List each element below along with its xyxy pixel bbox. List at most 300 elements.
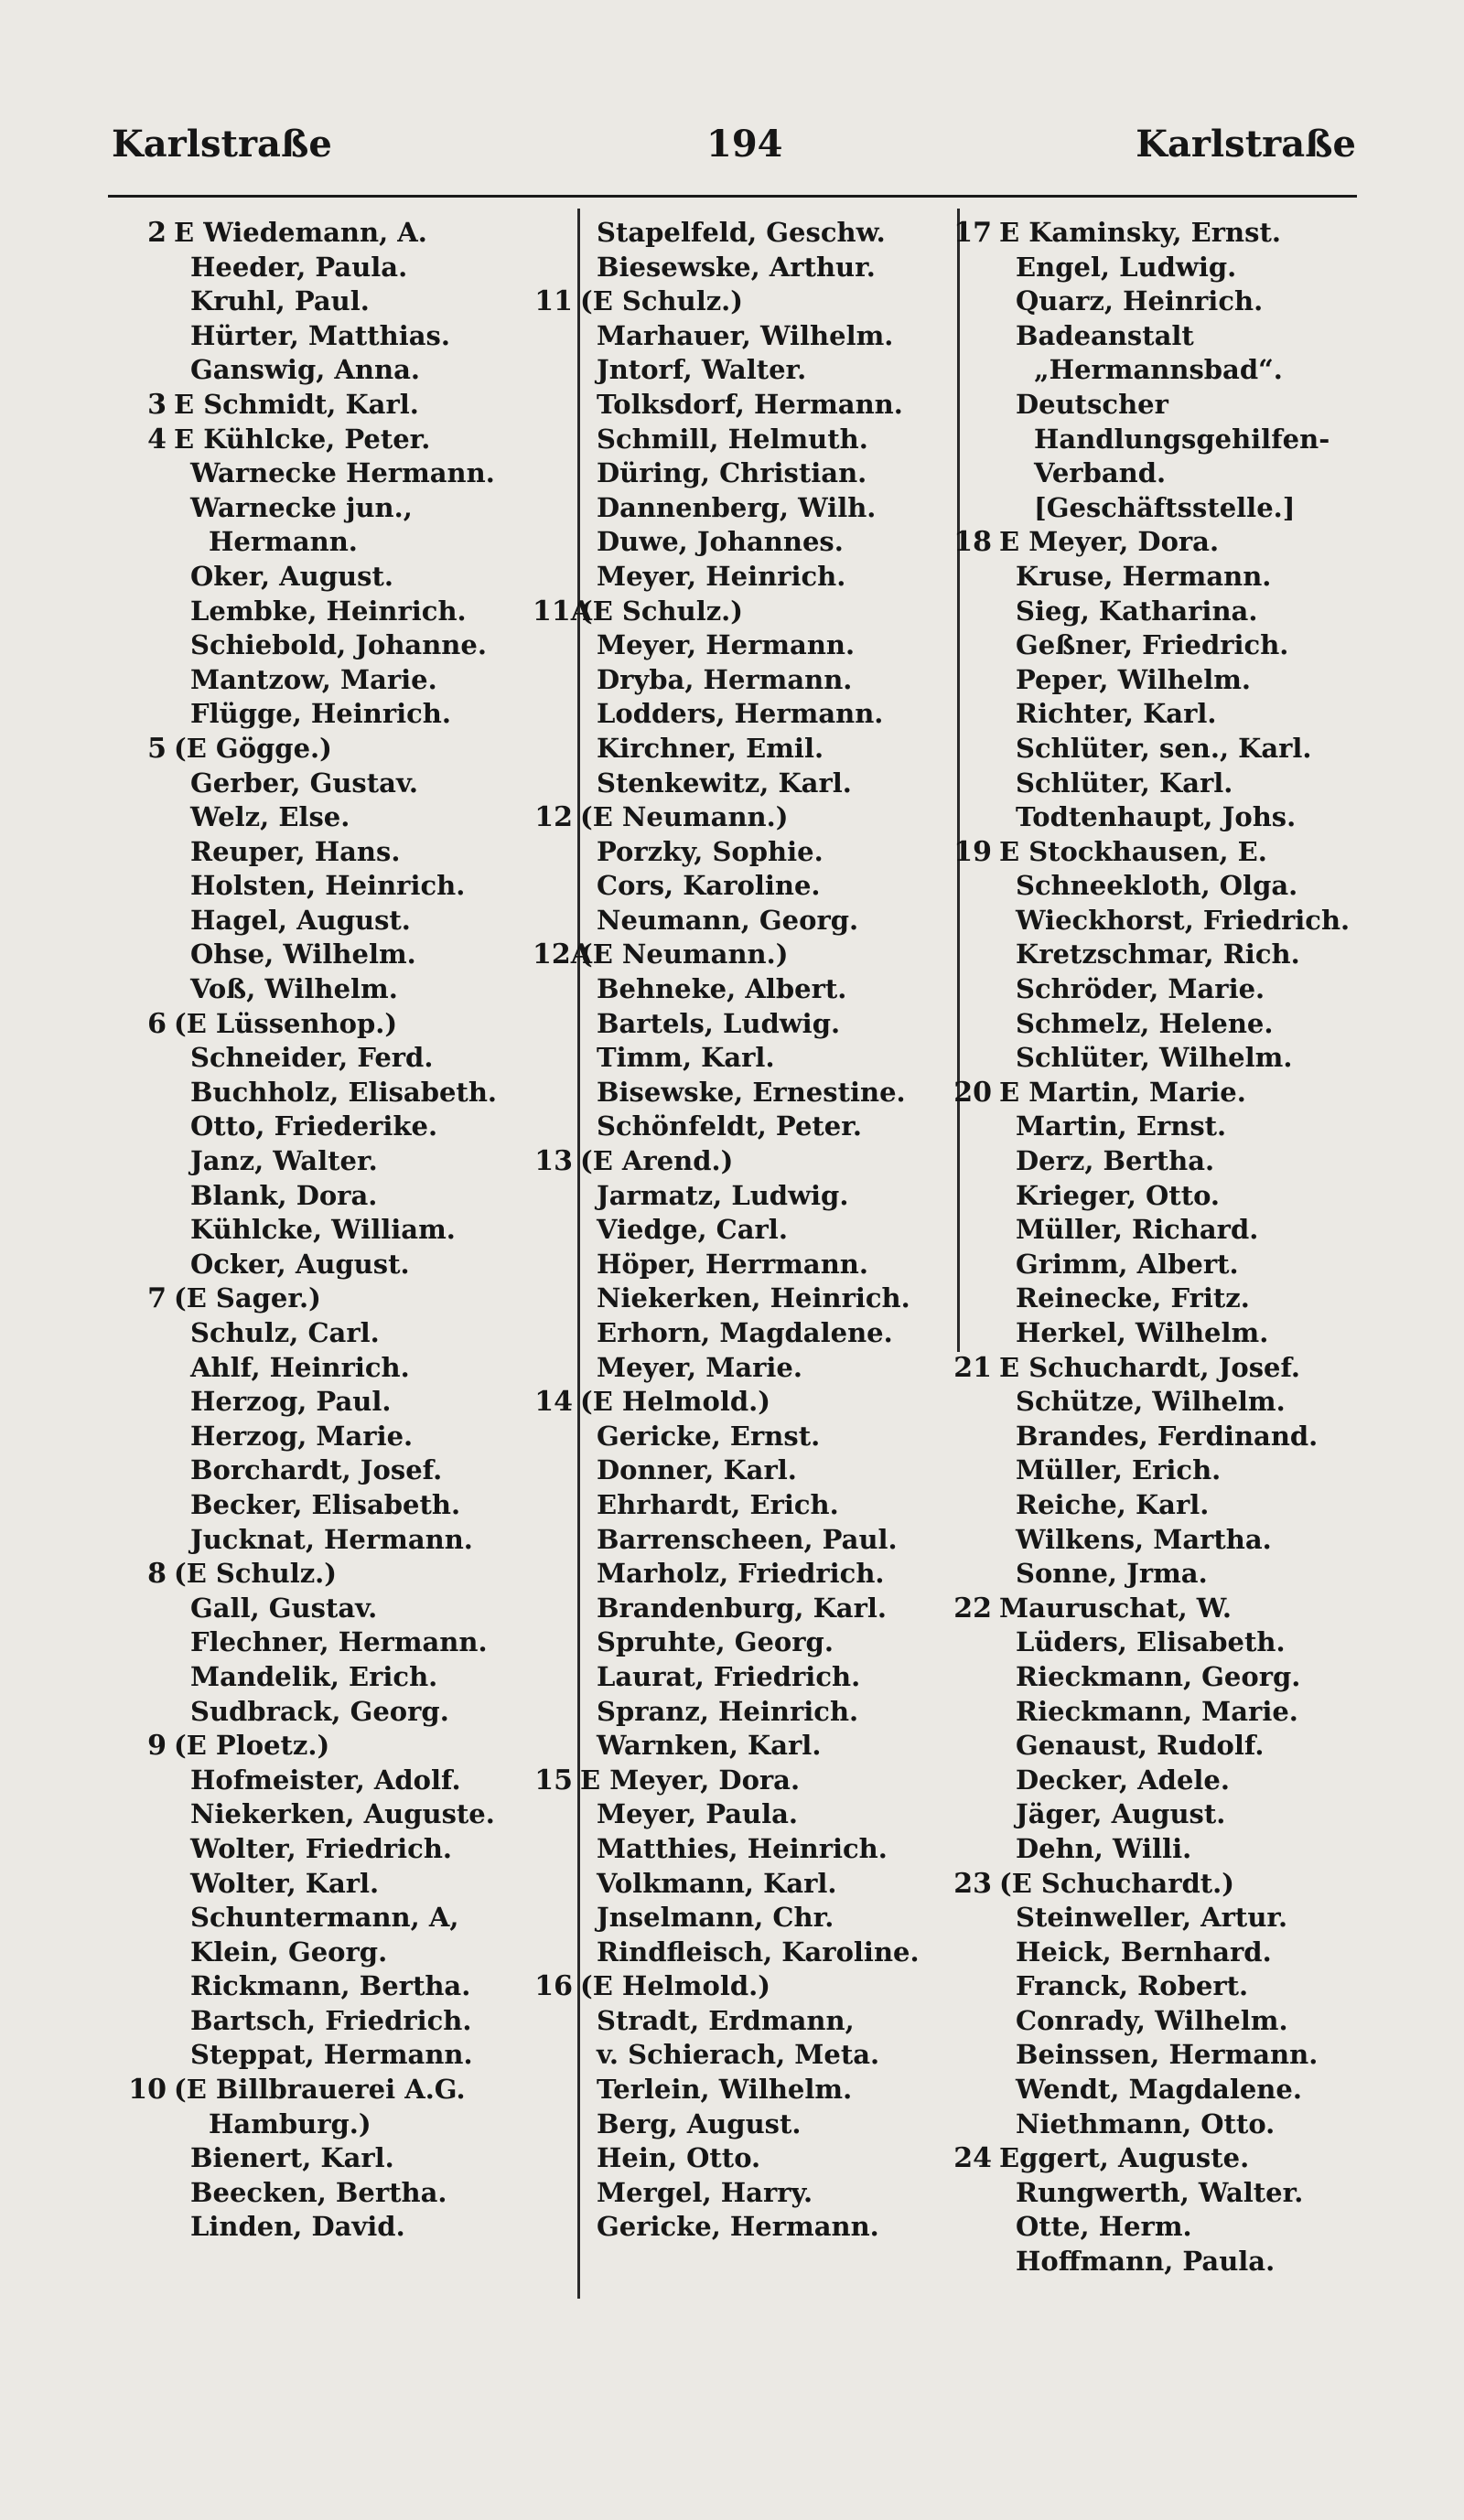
resident-name: Niekerken, Heinrich. xyxy=(597,1282,910,1314)
resident-name: Ehrhardt, Erich. xyxy=(597,1488,839,1520)
house-entry xyxy=(126,1281,565,1316)
resident-name: Schiebold, Johanne. xyxy=(190,629,487,661)
resident-name: Warnken, Karl. xyxy=(597,1730,822,1762)
house-number: 15 xyxy=(534,1764,573,1796)
resident-name: Barrenscheen, Paul. xyxy=(597,1523,898,1555)
house-entry xyxy=(952,525,1400,560)
resident-name: Hein, Otto. xyxy=(597,2142,761,2174)
house-number: 19 xyxy=(953,835,992,868)
resident-name: Engel, Ludwig. xyxy=(1016,251,1237,283)
resident-entry xyxy=(533,2004,953,2039)
resident-name: Flechner, Hermann. xyxy=(190,1626,488,1658)
owner-name: (E Arend.) xyxy=(580,1145,734,1177)
resident-entry xyxy=(126,1797,565,1832)
resident-entry xyxy=(952,2176,1400,2211)
resident-entry xyxy=(126,972,565,1007)
house-number: 6 xyxy=(147,1007,167,1040)
resident-name: Peper, Wilhelm. xyxy=(1016,663,1251,695)
house-number: 4 xyxy=(147,423,167,456)
house-entry xyxy=(126,2073,565,2107)
resident-entry xyxy=(533,663,953,698)
resident-name: Jntorf, Walter. xyxy=(597,354,807,386)
resident-entry xyxy=(952,1110,1400,1144)
resident-entry xyxy=(952,904,1400,938)
resident-name: Welz, Else. xyxy=(190,801,350,833)
resident-entry xyxy=(126,663,565,698)
resident-name: Lüders, Elisabeth. xyxy=(1016,1626,1286,1658)
resident-entry xyxy=(952,2210,1400,2245)
house-entry xyxy=(533,1385,953,1420)
house-number: 12 xyxy=(534,801,573,834)
resident-entry xyxy=(533,319,953,354)
resident-name: Reuper, Hans. xyxy=(190,835,401,867)
resident-entry xyxy=(533,1213,953,1248)
resident-entry xyxy=(533,1625,953,1660)
resident-name: Schuntermann, A, xyxy=(190,1902,459,1934)
owner-name: E Meyer, Dora. xyxy=(999,526,1220,558)
resident-name: Terlein, Wilhelm. xyxy=(597,2074,853,2106)
resident-entry xyxy=(952,938,1400,972)
resident-entry xyxy=(126,284,565,319)
resident-name: Biesewske, Arthur. xyxy=(597,251,876,283)
resident-entry xyxy=(533,560,953,595)
resident-entry xyxy=(126,319,565,354)
resident-name: Reiche, Karl. xyxy=(1016,1488,1210,1520)
resident-name: Hermann. xyxy=(209,526,358,558)
resident-name: Berg, August. xyxy=(597,2107,802,2139)
resident-name: Porzky, Sophie. xyxy=(597,835,824,867)
resident-name: Laurat, Friedrich. xyxy=(597,1660,861,1692)
resident-name: Sudbrack, Georg. xyxy=(190,1695,449,1727)
resident-entry xyxy=(533,1729,953,1764)
house-entry xyxy=(952,835,1400,870)
house-entry xyxy=(533,284,953,319)
resident-entry xyxy=(126,938,565,972)
resident-entry xyxy=(126,1969,565,2004)
resident-entry xyxy=(126,1179,565,1214)
resident-name: Wendt, Magdalene. xyxy=(1016,2074,1302,2106)
resident-name: Höper, Herrmann. xyxy=(597,1248,868,1280)
resident-entry xyxy=(126,697,565,732)
resident-entry xyxy=(533,1695,953,1730)
resident-entry xyxy=(533,2038,953,2073)
resident-name: Holsten, Heinrich. xyxy=(190,870,466,902)
resident-name: Mergel, Harry. xyxy=(597,2176,813,2208)
house-number: 24 xyxy=(953,2142,992,2175)
owner-name: E Schmidt, Karl. xyxy=(174,388,419,420)
resident-entry xyxy=(533,1901,953,1936)
resident-name: Rieckmann, Georg. xyxy=(1016,1660,1301,1692)
resident-entry xyxy=(952,284,1400,319)
resident-name: Meyer, Heinrich. xyxy=(597,560,846,592)
owner-name: E Kühlcke, Peter. xyxy=(174,423,431,455)
resident-name: Wieckhorst, Friedrich. xyxy=(1016,904,1351,936)
resident-name: Kirchner, Emil. xyxy=(597,732,824,764)
resident-name: Viedge, Carl. xyxy=(597,1214,788,1246)
resident-name: Timm, Karl. xyxy=(597,1042,775,1074)
resident-name: Wolter, Karl. xyxy=(190,1867,380,1899)
resident-entry xyxy=(533,697,953,732)
resident-name: Marhauer, Wilhelm. xyxy=(597,319,894,351)
resident-entry xyxy=(952,1144,1400,1179)
resident-entry xyxy=(126,1625,565,1660)
resident-entry xyxy=(126,1660,565,1695)
house-number: 23 xyxy=(953,1867,992,1900)
resident-entry xyxy=(126,1488,565,1523)
resident-entry xyxy=(533,972,953,1007)
resident-entry xyxy=(126,1420,565,1454)
resident-entry xyxy=(533,2176,953,2211)
resident-name: Jucknat, Hermann. xyxy=(190,1523,473,1555)
resident-name: Herzog, Marie. xyxy=(190,1420,414,1452)
resident-name: Gericke, Ernst. xyxy=(597,1420,821,1452)
owner-name: (E Ploetz.) xyxy=(174,1730,330,1762)
resident-entry xyxy=(126,456,565,491)
resident-entry xyxy=(126,2210,565,2245)
resident-name: Verband. xyxy=(1034,457,1167,489)
resident-entry xyxy=(952,1248,1400,1282)
resident-entry xyxy=(533,1420,953,1454)
resident-entry xyxy=(952,491,1400,526)
resident-entry xyxy=(533,1488,953,1523)
resident-entry xyxy=(952,800,1400,835)
resident-entry xyxy=(952,663,1400,698)
resident-entry xyxy=(126,1592,565,1626)
resident-entry xyxy=(952,1488,1400,1523)
resident-entry xyxy=(126,628,565,663)
resident-name: Blank, Dora. xyxy=(190,1179,378,1211)
resident-name: Neumann, Georg. xyxy=(597,904,859,936)
house-entry xyxy=(126,388,565,423)
resident-entry xyxy=(952,1213,1400,1248)
resident-name: Janz, Walter. xyxy=(190,1145,378,1177)
resident-entry xyxy=(952,1557,1400,1592)
resident-name: Reinecke, Fritz. xyxy=(1016,1282,1250,1314)
resident-entry xyxy=(126,1041,565,1076)
resident-entry xyxy=(533,1076,953,1110)
resident-entry xyxy=(533,1281,953,1316)
resident-name: Handlungsgehilfen- xyxy=(1034,423,1330,455)
resident-entry xyxy=(126,800,565,835)
resident-entry xyxy=(533,1832,953,1867)
resident-name: Klein, Georg. xyxy=(190,1936,388,1968)
resident-name: Kühlcke, William. xyxy=(190,1214,456,1246)
resident-name: Deutscher xyxy=(1016,388,1168,420)
house-number: 13 xyxy=(534,1145,573,1178)
resident-entry xyxy=(533,1797,953,1832)
resident-entry xyxy=(126,2176,565,2211)
resident-entry xyxy=(952,1281,1400,1316)
resident-name: Rieckmann, Marie. xyxy=(1016,1695,1298,1727)
resident-entry xyxy=(952,1523,1400,1558)
resident-name: Buchholz, Elisabeth. xyxy=(190,1076,498,1108)
resident-entry xyxy=(533,2210,953,2245)
owner-name: E Martin, Marie. xyxy=(999,1076,1246,1108)
resident-entry xyxy=(126,1144,565,1179)
resident-name: Mandelik, Erich. xyxy=(190,1660,438,1692)
resident-entry xyxy=(126,1523,565,1558)
resident-name: Spruhte, Georg. xyxy=(597,1626,834,1658)
resident-entry xyxy=(952,251,1400,285)
resident-name: Rickmann, Bertha. xyxy=(190,1970,471,2002)
resident-entry xyxy=(533,1523,953,1558)
house-number: 14 xyxy=(534,1386,573,1419)
resident-name: Hürter, Matthias. xyxy=(190,319,450,351)
house-number: 2 xyxy=(147,217,167,249)
resident-entry xyxy=(952,1385,1400,1420)
resident-name: Warnecke jun., xyxy=(190,491,413,523)
resident-name: „Hermannsbad“. xyxy=(1034,354,1283,386)
resident-name: Schlüter, sen., Karl. xyxy=(1016,732,1312,764)
resident-name: Brandenburg, Karl. xyxy=(597,1592,887,1624)
house-entry xyxy=(126,1729,565,1764)
owner-name: (E Billbrauerei A.G. xyxy=(174,2074,466,2106)
resident-name: Jarmatz, Ludwig. xyxy=(597,1179,849,1211)
resident-entry xyxy=(126,904,565,938)
resident-name: Stradt, Erdmann, xyxy=(597,2004,855,2036)
resident-name: Meyer, Hermann. xyxy=(597,629,856,661)
resident-name: Gericke, Hermann. xyxy=(597,2211,879,2243)
resident-name: Dehn, Willi. xyxy=(1016,1832,1192,1864)
resident-entry xyxy=(126,869,565,904)
resident-entry xyxy=(533,1041,953,1076)
resident-name: Franck, Robert. xyxy=(1016,1970,1249,2002)
resident-name: Lodders, Hermann. xyxy=(597,698,884,730)
resident-entry xyxy=(126,560,565,595)
resident-name: Beecken, Bertha. xyxy=(190,2176,447,2208)
resident-entry xyxy=(126,2004,565,2039)
header-rule xyxy=(108,195,1357,198)
resident-name: Dannenberg, Wilh. xyxy=(597,491,877,523)
resident-entry xyxy=(952,1007,1400,1042)
resident-name: Otte, Herm. xyxy=(1016,2211,1192,2243)
owner-name: (E Schuchardt.) xyxy=(999,1867,1234,1899)
house-number: 21 xyxy=(953,1351,992,1384)
resident-entry xyxy=(126,1901,565,1936)
resident-entry xyxy=(952,388,1400,423)
house-number: 9 xyxy=(147,1730,167,1763)
resident-entry xyxy=(126,1867,565,1902)
resident-name: Conrady, Wilhelm. xyxy=(1016,2004,1288,2036)
resident-name: Stenkewitz, Karl. xyxy=(597,767,852,799)
resident-name: Herzog, Paul. xyxy=(190,1386,392,1418)
resident-entry xyxy=(533,1660,953,1695)
house-entry xyxy=(126,732,565,767)
resident-name: Gerber, Gustav. xyxy=(190,767,418,799)
resident-name: Müller, Erich. xyxy=(1016,1454,1222,1486)
resident-entry xyxy=(126,2107,565,2142)
resident-entry xyxy=(533,1592,953,1626)
resident-name: Marholz, Friedrich. xyxy=(597,1558,885,1590)
resident-entry xyxy=(952,319,1400,354)
resident-name: Grimm, Albert. xyxy=(1016,1248,1239,1280)
resident-entry xyxy=(533,1351,953,1386)
house-entry xyxy=(952,1867,1400,1902)
resident-entry xyxy=(126,353,565,388)
resident-entry xyxy=(952,1179,1400,1214)
resident-name: Warnecke Hermann. xyxy=(190,457,495,489)
resident-entry xyxy=(952,1936,1400,1970)
resident-name: Steinweller, Artur. xyxy=(1016,1902,1288,1934)
resident-name: Kruse, Hermann. xyxy=(1016,560,1272,592)
resident-entry xyxy=(952,1797,1400,1832)
resident-name: Sieg, Katharina. xyxy=(1016,595,1258,627)
resident-entry xyxy=(952,456,1400,491)
resident-name: Beinssen, Hermann. xyxy=(1016,2039,1319,2071)
resident-entry xyxy=(952,1695,1400,1730)
resident-name: Sonne, Jrma. xyxy=(1016,1558,1208,1590)
resident-name: Düring, Christian. xyxy=(597,457,867,489)
resident-name: Ahlf, Heinrich. xyxy=(190,1351,410,1383)
resident-entry xyxy=(952,1041,1400,1076)
column-1 xyxy=(126,216,565,2245)
resident-name: Meyer, Paula. xyxy=(597,1798,799,1830)
resident-entry xyxy=(126,251,565,285)
resident-entry xyxy=(952,1832,1400,1867)
resident-entry xyxy=(533,353,953,388)
resident-name: Donner, Karl. xyxy=(597,1454,797,1486)
resident-name: Rindfleisch, Karoline. xyxy=(597,1936,920,1968)
resident-name: Bisewske, Ernestine. xyxy=(597,1076,906,1108)
resident-entry xyxy=(952,423,1400,457)
resident-name: Otto, Friederike. xyxy=(190,1110,438,1142)
owner-name: (E Helmold.) xyxy=(580,1386,770,1418)
resident-entry xyxy=(952,2245,1400,2279)
house-number: 16 xyxy=(534,1970,573,2003)
resident-entry xyxy=(126,1213,565,1248)
house-entry xyxy=(533,1764,953,1798)
resident-entry xyxy=(126,525,565,560)
resident-entry xyxy=(533,732,953,767)
resident-entry xyxy=(533,216,953,251)
owner-name: Mauruschat, W. xyxy=(999,1592,1232,1624)
house-entry xyxy=(952,1351,1400,1386)
resident-name: Genaust, Rudolf. xyxy=(1016,1730,1265,1762)
resident-entry xyxy=(952,972,1400,1007)
house-entry xyxy=(126,1557,565,1592)
resident-entry xyxy=(126,1076,565,1110)
resident-entry xyxy=(952,2107,1400,2142)
resident-entry xyxy=(533,1110,953,1144)
resident-entry xyxy=(533,2141,953,2176)
resident-entry xyxy=(533,1867,953,1902)
owner-name: (E Lüssenhop.) xyxy=(174,1007,398,1039)
resident-entry xyxy=(952,1969,1400,2004)
resident-name: Gall, Gustav. xyxy=(190,1592,378,1624)
resident-entry xyxy=(533,2073,953,2107)
resident-entry xyxy=(533,767,953,801)
resident-name: Flügge, Heinrich. xyxy=(190,698,451,730)
resident-name: Oker, August. xyxy=(190,560,393,592)
resident-entry xyxy=(126,1248,565,1282)
resident-name: Dryba, Hermann. xyxy=(597,663,853,695)
resident-name: Bartels, Ludwig. xyxy=(597,1007,841,1039)
resident-name: Borchardt, Josef. xyxy=(190,1454,443,1486)
owner-name: (E Schulz.) xyxy=(580,285,743,317)
resident-name: Steppat, Hermann. xyxy=(190,2039,473,2071)
resident-name: Hofmeister, Adolf. xyxy=(190,1764,461,1796)
resident-entry xyxy=(952,2004,1400,2039)
resident-name: Spranz, Heinrich. xyxy=(597,1695,859,1727)
resident-entry xyxy=(533,1179,953,1214)
resident-name: Heeder, Paula. xyxy=(190,251,408,283)
owner-name: (E Sager.) xyxy=(174,1282,321,1314)
house-number: 18 xyxy=(953,526,992,559)
owner-name: E Meyer, Dora. xyxy=(580,1764,801,1796)
resident-name: Duwe, Johannes. xyxy=(597,526,844,558)
running-head-right: Karlstraße xyxy=(1136,123,1356,166)
resident-entry xyxy=(533,491,953,526)
house-number: 22 xyxy=(953,1592,992,1625)
resident-name: Martin, Ernst. xyxy=(1016,1110,1227,1142)
resident-name: Lembke, Heinrich. xyxy=(190,595,467,627)
resident-entry xyxy=(952,628,1400,663)
resident-name: Derz, Bertha. xyxy=(1016,1145,1215,1177)
resident-name: Schneider, Ferd. xyxy=(190,1042,434,1074)
running-head-left: Karlstraße xyxy=(112,123,332,166)
owner-name: E Schuchardt, Josef. xyxy=(999,1351,1301,1383)
resident-entry xyxy=(126,1351,565,1386)
resident-entry xyxy=(126,491,565,526)
owner-name: (E Neumann.) xyxy=(580,801,789,833)
resident-name: Brandes, Ferdinand. xyxy=(1016,1420,1319,1452)
house-number: 11 xyxy=(534,285,573,318)
resident-name: Behneke, Albert. xyxy=(597,973,847,1005)
resident-entry xyxy=(126,1936,565,1970)
resident-name: Heick, Bernhard. xyxy=(1016,1936,1272,1968)
resident-name: [Geschäftsstelle.] xyxy=(1034,491,1296,523)
house-number: 8 xyxy=(147,1558,167,1591)
resident-name: Decker, Adele. xyxy=(1016,1764,1230,1796)
resident-name: Hoffmann, Paula. xyxy=(1016,2246,1276,2278)
house-entry xyxy=(952,1076,1400,1110)
house-number: 20 xyxy=(953,1076,992,1109)
resident-entry xyxy=(126,1316,565,1351)
resident-entry xyxy=(533,1248,953,1282)
house-entry xyxy=(533,938,953,972)
resident-entry xyxy=(952,595,1400,629)
resident-name: Müller, Richard. xyxy=(1016,1214,1259,1246)
house-entry xyxy=(952,216,1400,251)
resident-name: Badeanstalt xyxy=(1016,319,1194,351)
owner-name: (E Neumann.) xyxy=(580,938,789,970)
resident-name: Ocker, August. xyxy=(190,1248,410,1280)
owner-name: E Stockhausen, E. xyxy=(999,835,1267,867)
resident-entry xyxy=(533,628,953,663)
column-2 xyxy=(533,216,953,2245)
resident-name: Voß, Wilhelm. xyxy=(190,973,398,1005)
resident-name: Richter, Karl. xyxy=(1016,698,1217,730)
resident-entry xyxy=(952,1453,1400,1488)
resident-entry xyxy=(533,1007,953,1042)
resident-entry xyxy=(533,423,953,457)
resident-name: Schröder, Marie. xyxy=(1016,973,1265,1005)
house-entry xyxy=(126,423,565,457)
resident-entry xyxy=(126,2038,565,2073)
resident-name: Schulz, Carl. xyxy=(190,1317,380,1348)
resident-entry xyxy=(952,1660,1400,1695)
resident-name: Kruhl, Paul. xyxy=(190,285,370,317)
resident-name: Rungwerth, Walter. xyxy=(1016,2176,1304,2208)
resident-entry xyxy=(952,732,1400,767)
house-entry xyxy=(533,800,953,835)
resident-name: Schütze, Wilhelm. xyxy=(1016,1386,1286,1418)
resident-name: Schmill, Helmuth. xyxy=(597,423,868,455)
resident-name: Bartsch, Friedrich. xyxy=(190,2004,472,2036)
resident-entry xyxy=(952,2038,1400,2073)
resident-entry xyxy=(126,595,565,629)
house-entry xyxy=(533,1144,953,1179)
